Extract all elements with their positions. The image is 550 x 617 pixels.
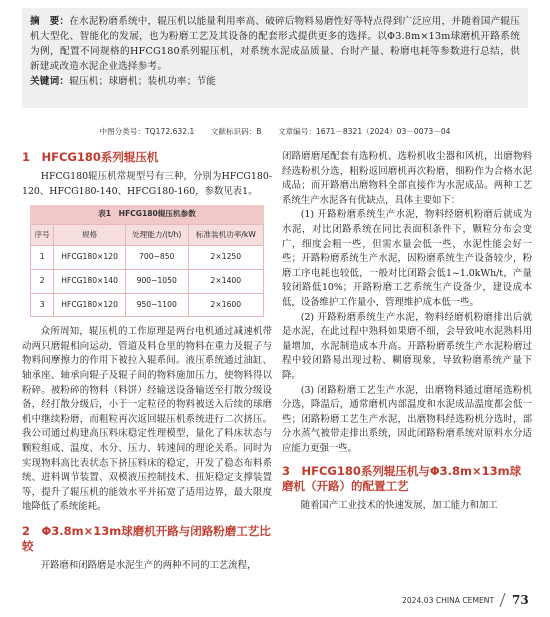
page-number: 73: [512, 593, 529, 607]
article-number: 文章编号：1671－8321（2024）03－0073－04: [277, 127, 451, 136]
journal-issue: 2024.03 CHINA CEMENT: [402, 596, 495, 605]
table-header-cell: 序号: [31, 224, 54, 246]
abstract-text: 在水泥粉磨系统中，辊压机以能量利用率高、破碎后物料易磨性好等特点得到广泛应用，并随着国产辊压机大型化、智能化的发展，也为粉磨工艺及其设备的配套形式提供更多的选择。以Φ3.8m×13m球磨机开路系统为例，配置不同规格的HFCG180系列辊压机，对系统水泥成品质量、台时产量、粉磨电耗等参数进行总结，供新建或改造水泥企业选择参考。: [30, 16, 520, 72]
table-cell: HFCG180×140: [54, 269, 125, 293]
section-1-para-1: HFCG180辊压机常规型号有三种，分别为HFCG180-120、HFCG180-140、HFCG180-160，参数见表1。: [22, 171, 272, 197]
table-header-cell: 标准装机功率/kW: [188, 224, 263, 246]
abstract-box: [22, 8, 528, 108]
section-3-title: 3 HFCG180系列辊压机与Φ3.8m×13m球磨机（开路）的配置工艺: [282, 464, 522, 494]
table-cell: 3: [31, 293, 54, 317]
table-cell: HFCG180×120: [54, 293, 125, 317]
clc-number: 中图分类号：TQ172.632.1: [99, 127, 195, 136]
right-para-2: (1) 开路粉磨系统生产水泥，物料经磨机粉磨后就成为水泥，对比闭路系统在同比表面积条件下，颗粒分布会变广，细度会粗一些，但需水量会低一些，水泥性能会好一些；开路粉磨系统生产水泥，因粉磨系统生产设备较少，粉磨工序电耗也较低，一般对比闭路会低1~1.0kWh/t，产量较闭路低10%；开路粉磨工艺系统生产设备少，建设成本低，设备维护工作量小，管理维护成本低一些。: [282, 209, 532, 308]
left-column: [22, 150, 272, 573]
doc-code: 文献标识码：B: [210, 127, 262, 136]
table-cell: 2×1400: [188, 269, 263, 293]
section-1-title: 1 HFCG180系列辊压机: [22, 150, 159, 164]
section-2-title: 2 Φ3.8m×13m球磨机开路与闭路粉磨工艺比较: [22, 523, 271, 553]
table-cell: 900~1050: [125, 269, 188, 293]
article-meta: [0, 126, 550, 137]
keywords-paragraph: [30, 74, 520, 89]
right-para-4: (3) 闭路粉磨工艺生产水泥，出磨物料通过磨尾选粉机分选，降温后，通常磨机内部温度和水泥成品温度都会低一些；闭路粉磨工艺生产水泥，出磨物料经选粉机分选时，部分水蒸气被带走排出系统，因此闭路粉磨系统对原料水分适应能力更强一些。: [282, 384, 532, 454]
table-cell: 950~1100: [125, 293, 188, 317]
table-header-row: [31, 224, 264, 246]
section-3-para-1: 随着国产工业技术的快速发展，加工能力和加工: [300, 500, 498, 512]
abstract-paragraph: [30, 14, 520, 74]
table-cell: HFCG180×120: [54, 246, 125, 270]
keywords-label: 关键词：: [30, 76, 70, 87]
table-cell: 700~850: [125, 246, 188, 270]
table-caption: 表1 HFCG180辊压机参数: [30, 205, 264, 224]
table-cell: 2×1600: [188, 293, 263, 317]
table-row: [31, 293, 264, 317]
right-column: [282, 150, 532, 514]
table-cell: 2×1250: [188, 246, 263, 270]
keywords-text: 辊压机；球磨机；装机功率；节能: [69, 76, 217, 87]
table-header-cell: 规格: [54, 224, 125, 246]
section-1-para-2: 众所周知，辊压机的工作原理是两台电机通过减速机带动两只磨辊相向运动，管道及料仓里的物料在重力及辊子与物料间摩擦力的作用下被拉入辊系间。液压系统通过油缸、轴承座、轴承向辊子及辊子间的物料施加压力，使物料得以粉碎。被粉碎的物料（料饼）经输送设备输送至打散分级设备，经打散分级后，小于一定粒径的物料被送入后续的球磨机中继续粉磨，而粗粒再次返回辊压机系统进行二次挤压。我公司通过构建高压料床稳定性理模型，量化了料床状态与颗粒组成、温度、水分、压力、转速间的理论关系。同时为实现物料高比表状态下挤压料床的稳定，开发了稳态布料系统、进料调节装置、双模液压控制技术、扭矩稳定支撑装置等，提升了辊压机的能效水平并拓宽了适用边界，最大限度地降低了系统能耗。: [22, 326, 272, 513]
params-table: [30, 205, 264, 317]
right-para-3: (2) 开路粉磨系统生产水泥，物料经磨机粉磨排出后就是水泥，在此过程中熟料如果磨不细，会导致吨水泥熟料用量增加，水泥制造成本升高。开路粉磨系统生产水泥粉磨过程中较闭路易出现过粉、糊磨现象，导致粉磨系统产量下降。: [282, 311, 532, 381]
table-row: [31, 269, 264, 293]
table-header-cell: 处理能力/(t/h): [125, 224, 188, 246]
right-para-1: 闭路磨磨尾配套有选粉机、选粉机收尘器和风机，出磨物料经选粉机分选，粗粉返回磨机再次粉磨，细粉作为合格水泥成品；而开路磨出磨物料全部直接作为水泥成品。两种工艺系统生产水泥各有优缺点，具体主要如下：: [282, 151, 532, 206]
page-footer: [402, 593, 532, 609]
footer-divider: [499, 593, 505, 607]
section-2-para-1: 开路磨和闭路磨是水泥生产的两种不同的工艺流程，: [40, 559, 257, 571]
abstract-label: 摘 要：: [30, 16, 70, 27]
table-cell: 1: [31, 246, 54, 270]
table-row: [31, 246, 264, 270]
table-cell: 2: [31, 269, 54, 293]
